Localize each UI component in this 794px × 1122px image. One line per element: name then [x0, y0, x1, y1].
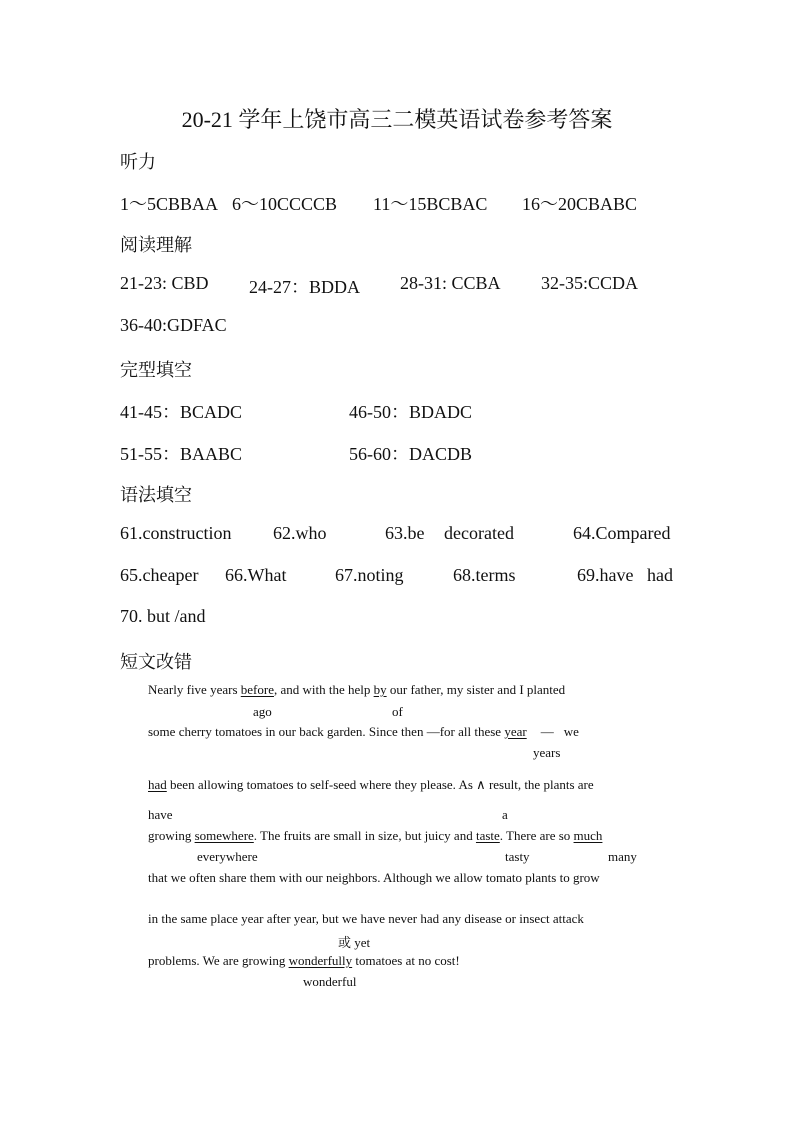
error-word: by	[373, 682, 387, 697]
correction-line: in the same place year after year, but we have never had any disease or insect attack	[148, 911, 584, 926]
correction-word: ago	[253, 704, 272, 719]
correction-line: some cherry tomatoes in our back garden. Since then —for all these year — we	[148, 724, 579, 739]
correction-line: that we often share them with our neighbors. Although we allow tomato plants to grow	[148, 870, 600, 885]
cloze-answer: 41-45：BCADC	[120, 402, 243, 422]
correction-heading: 短文改错	[120, 652, 192, 672]
page-title: 20-21 学年上饶市高三二模英语试卷参考答案	[181, 107, 613, 132]
grammar-heading: 语法填空	[120, 485, 192, 505]
grammar-answer: 70. but /and	[120, 606, 206, 626]
reading-answer: 24-27：BDDA	[249, 277, 360, 297]
listening-answer: 16～20CBABC	[522, 194, 638, 214]
grammar-answer: had	[647, 565, 673, 585]
correction-line: growing somewhere. The fruits are small in size, but juicy and taste. There are so much	[148, 828, 603, 843]
correction-line: Nearly five years before, and with the help by our father, my sister and I planted	[148, 682, 566, 697]
correction-word: everywhere	[197, 849, 258, 864]
grammar-answer: 69.have	[577, 565, 634, 585]
correction-word: wonderful	[303, 974, 357, 989]
grammar-answer: 65.cheaper	[120, 565, 199, 585]
grammar-answer: 64.Compared	[573, 523, 671, 543]
cloze-answer: 51-55：BAABC	[120, 444, 243, 464]
error-word: somewhere	[194, 828, 254, 843]
correction-word: tasty	[505, 849, 530, 864]
grammar-answer: decorated	[444, 523, 514, 543]
grammar-answer: 62.who	[273, 523, 327, 543]
reading-answer: 32-35:CCDA	[541, 273, 639, 293]
reading-answer: 36-40:GDFAC	[120, 315, 227, 335]
grammar-answer: 66.What	[225, 565, 287, 585]
listening-heading: 听力	[120, 152, 156, 172]
reading-heading: 阅读理解	[120, 235, 192, 255]
insert-mark: ∧	[476, 777, 486, 792]
cloze-heading: 完型填空	[120, 360, 192, 380]
correction-word: a	[502, 807, 508, 822]
correction-word: years	[533, 745, 561, 760]
grammar-answer: 67.noting	[335, 565, 404, 585]
reading-answer: 28-31: CCBA	[400, 273, 501, 293]
error-word: before	[240, 682, 274, 697]
delete-mark: t	[335, 911, 339, 926]
correction-line: had been allowing tomatoes to self-seed where they please. As ∧ result, the plants are	[148, 777, 594, 792]
cloze-answer: 46-50：BDADC	[349, 402, 473, 422]
error-word: taste	[475, 828, 500, 843]
reading-answer: 21-23: CBD	[120, 273, 209, 293]
correction-word: many	[608, 849, 637, 864]
grammar-answer: 63.be	[385, 523, 425, 543]
grammar-answer: 61.construction	[120, 523, 232, 543]
correction-word: of	[392, 704, 403, 719]
grammar-answer: 68.terms	[453, 565, 516, 585]
cloze-answer: 56-60：DACDB	[349, 444, 473, 464]
listening-answer: 11～15BCBAC	[373, 194, 488, 214]
correction-word: 或 yet	[338, 935, 371, 950]
correction-line: problems. We are growing wonderfully tomatoes at no cost!	[148, 953, 460, 968]
error-word: wonderfully	[288, 953, 353, 968]
delete-mark: —	[426, 724, 440, 739]
error-word: had	[148, 777, 167, 792]
delete-mark: —	[540, 724, 554, 739]
error-word: year	[504, 724, 527, 739]
listening-answer: 1～5CBBAA	[120, 194, 219, 214]
error-word: much	[573, 828, 603, 843]
listening-answer: 6～10CCCCB	[232, 194, 338, 214]
correction-word: have	[148, 807, 173, 822]
